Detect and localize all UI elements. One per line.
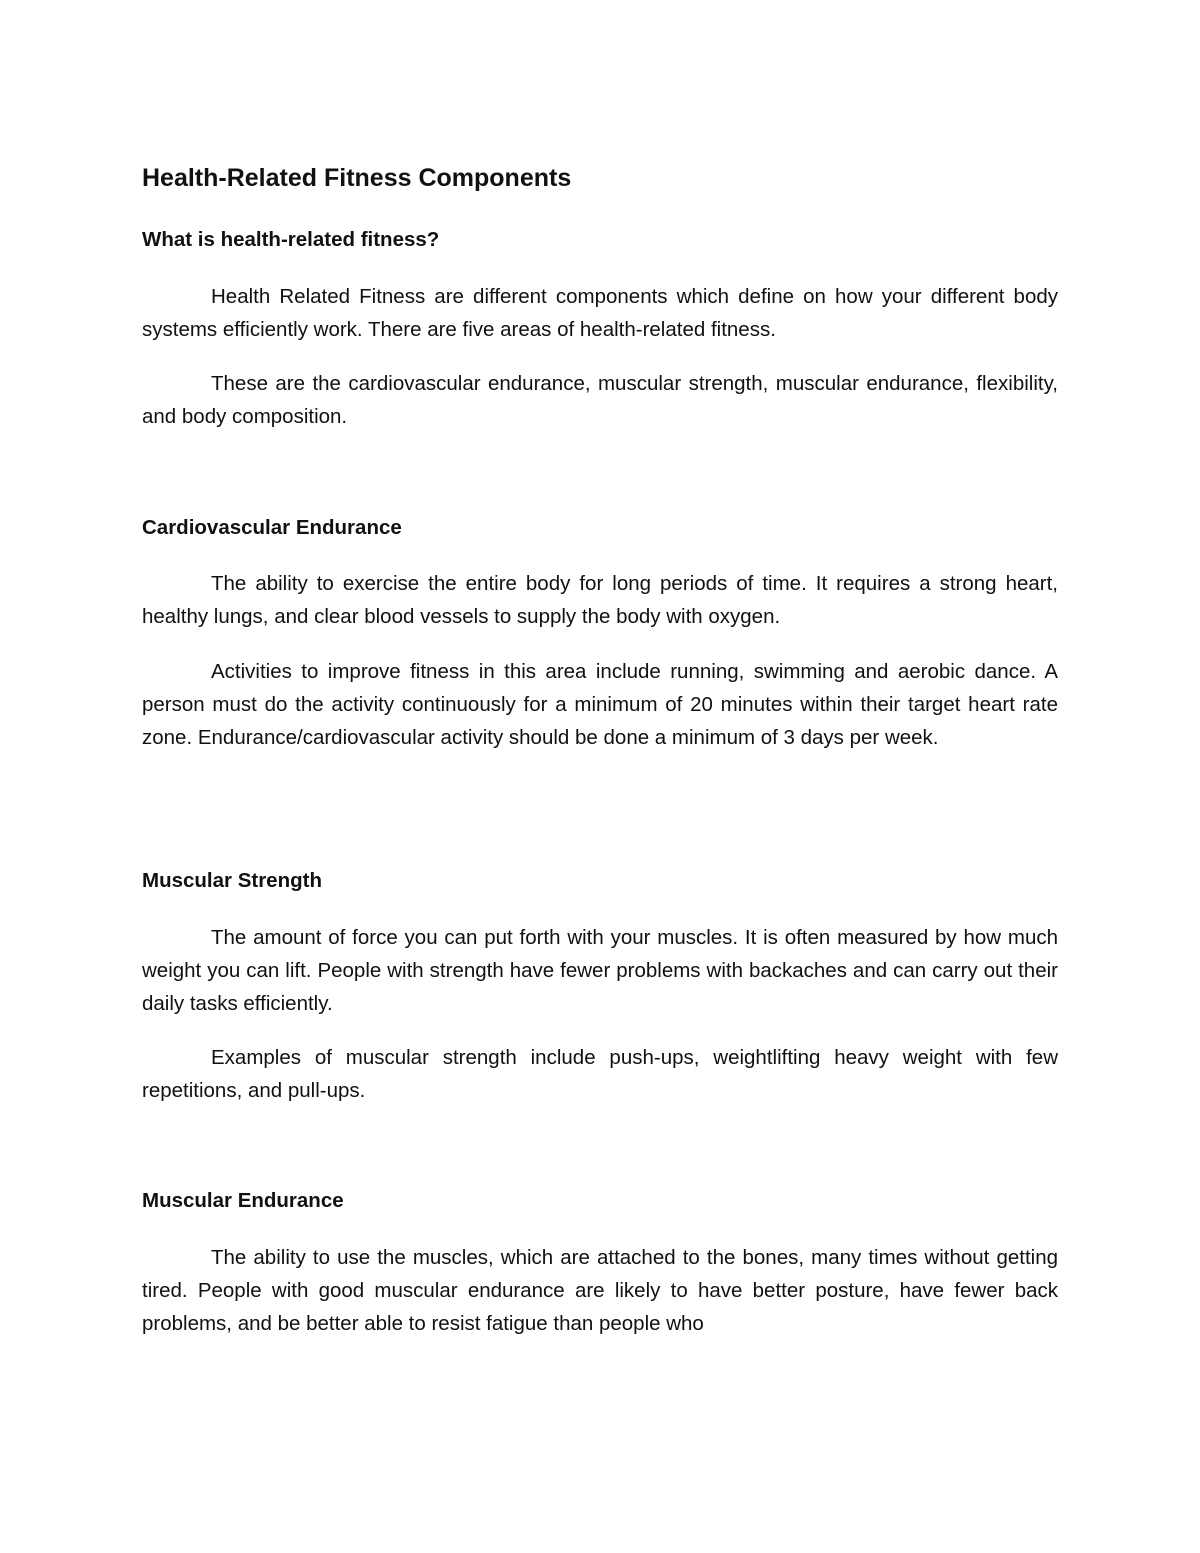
intro-paragraph-1: Health Related Fitness are different components which define on how your different body systems efficiently work. There are five areas of health-related fitness. (142, 285, 1058, 341)
muscular-strength-paragraph-2: Examples of muscular strength include push-ups, weightlifting heavy weight with few repetitions, and pull-ups. (142, 1046, 1058, 1102)
section-heading-muscular-strength: Muscular Strength (142, 869, 322, 892)
intro-question-heading: What is health-related fitness? (142, 228, 440, 251)
section-heading-muscular-endurance: Muscular Endurance (142, 1189, 344, 1212)
muscular-endurance-paragraph-1: The ability to use the muscles, which are attached to the bones, many times without getting tired. People with good muscular endurance are likely to have better posture, have fewer back problems, and be better able to resist fatigue than people who (142, 1246, 1058, 1335)
document-title: Health-Related Fitness Components (142, 164, 572, 192)
muscular-strength-paragraph-1: The amount of force you can put forth with your muscles. It is often measured by how much weight you can lift. People with strength have fewer problems with backaches and can carry out their daily tasks efficiently. (142, 926, 1058, 1015)
cardiovascular-paragraph-2: Activities to improve fitness in this area include running, swimming and aerobic dance. A person must do the activity continuously for a minimum of 20 minutes within their target heart rate zone. Endurance/cardiovascular activity should be done a minimum of 3 days per week. (142, 660, 1058, 749)
cardiovascular-paragraph-1: The ability to exercise the entire body for long periods of time. It requires a strong heart, healthy lungs, and clear blood vessels to supply the body with oxygen. (142, 572, 1058, 628)
section-heading-cardiovascular-endurance: Cardiovascular Endurance (142, 516, 402, 539)
intro-paragraph-2: These are the cardiovascular endurance, muscular strength, muscular endurance, flexibility, and body composition. (142, 372, 1058, 428)
